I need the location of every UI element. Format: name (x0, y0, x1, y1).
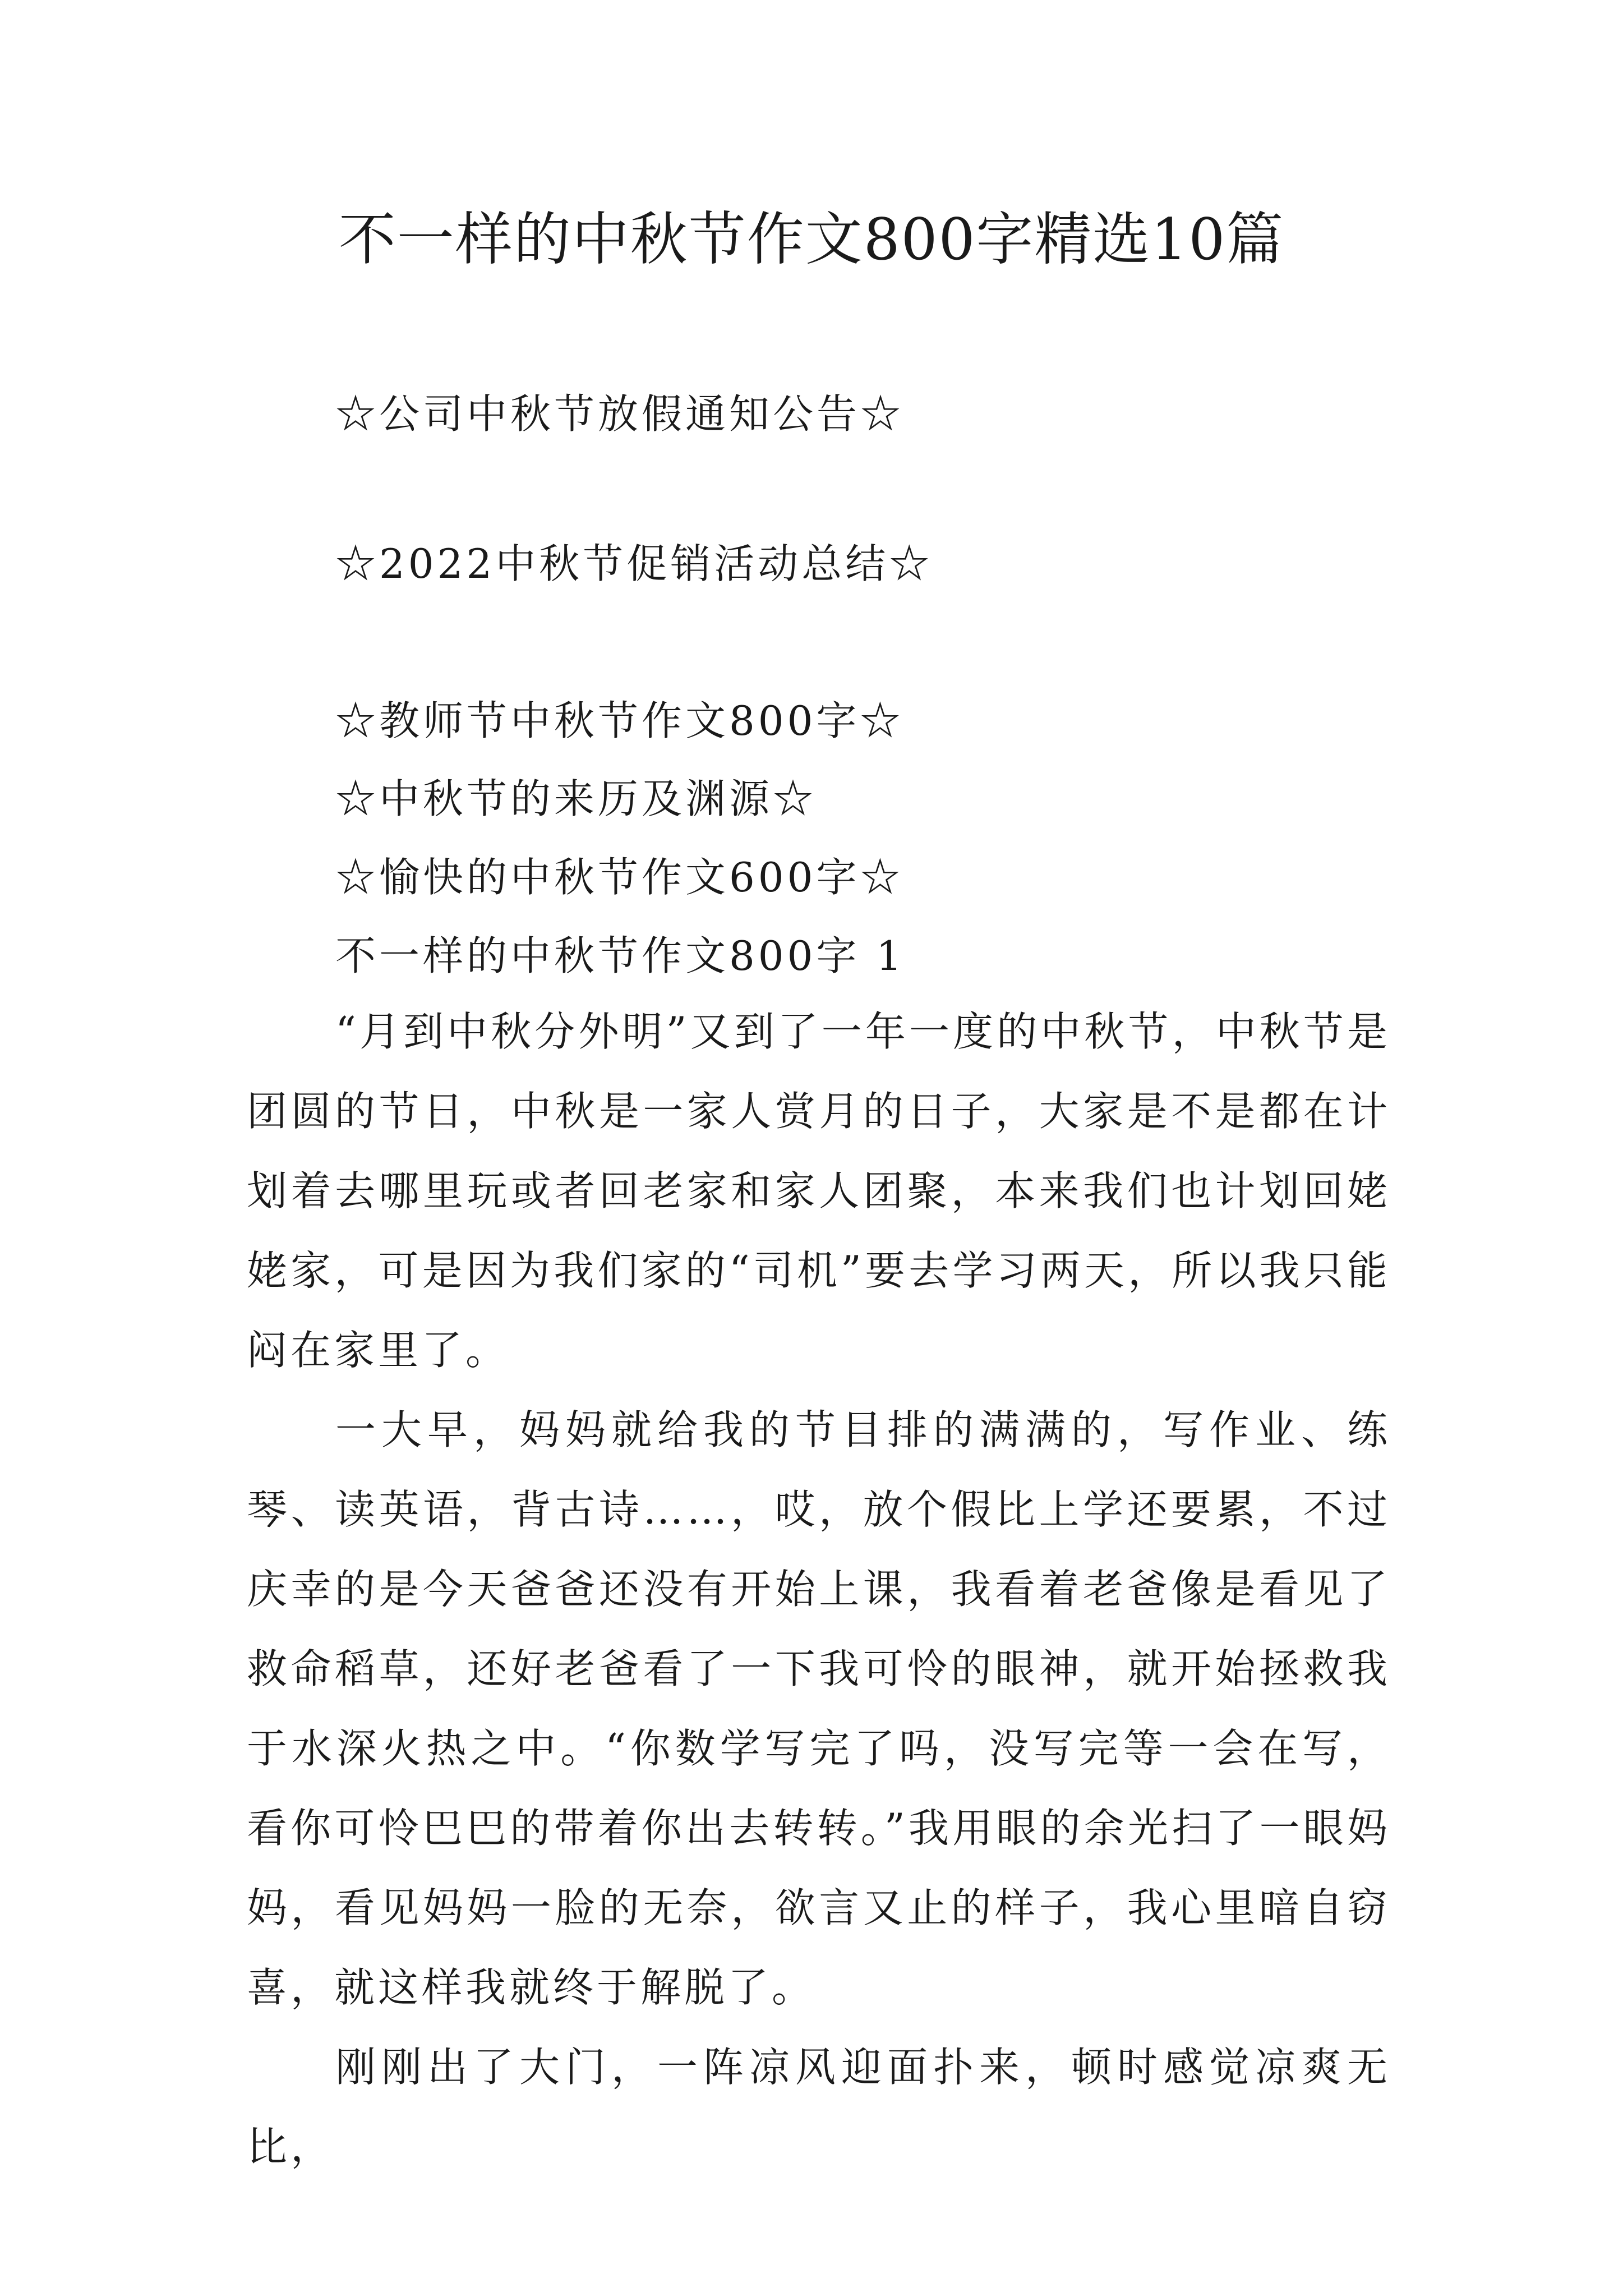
body-paragraph: “月到中秋分外明”又到了一年一度的中秋节，中秋节是团圆的节日，中秋是一家人赏月的日子，大家是不是都在计划着去哪里玩或者回老家和家人团聚，本来我们也计划回姥姥家，可是因为我们家的“司机”要去学习两天，所以我只能闷在家里了。 (247, 1008, 1391, 1374)
related-link-festival-origin[interactable] (335, 771, 817, 827)
related-link-text[interactable]: ☆2022中秋节促销活动总结☆ (335, 540, 933, 587)
related-link-holiday-notice[interactable] (335, 386, 904, 442)
related-link-teachers-day-essay[interactable] (335, 693, 903, 749)
body-paragraph: 刚刚出了大门，一阵凉风迎面扑来，顿时感觉凉爽无比， (247, 2044, 1391, 2170)
related-link-promotion-summary[interactable] (335, 536, 933, 592)
related-link-text[interactable]: ☆教师节中秋节作文800字☆ (335, 697, 904, 744)
body-paragraph: 一大早，妈妈就给我的节目排的满满的，写作业、练琴、读英语，背古诗……，哎，放个假比上学还要累，不过庆幸的是今天爸爸还没有开始上课，我看着老爸像是看见了救命稻草，还好老爸看了一下我可怜的眼神，就开始拯救我于水深火热之中。“你数学写完了吗，没写完等一会在写，看你可怜巴巴的带着你出去转转。”我用眼的余光扫了一眼妈妈，看见妈妈一脸的无奈，欲言又止的样子，我心里暗自窃喜，就这样我就终于解脱了。 (247, 1406, 1391, 2011)
related-link-happy-festival-essay[interactable] (335, 849, 903, 905)
section-heading: 不一样的中秋节作文800字 1 (335, 932, 906, 979)
document-title: 不一样的中秋节作文800字精选10篇 (338, 206, 1285, 273)
related-link-text[interactable]: ☆公司中秋节放假通知公告☆ (335, 390, 905, 438)
related-link-text[interactable]: ☆中秋节的来历及渊源☆ (335, 775, 817, 822)
related-link-text[interactable]: ☆愉快的中秋节作文600字☆ (335, 854, 904, 901)
